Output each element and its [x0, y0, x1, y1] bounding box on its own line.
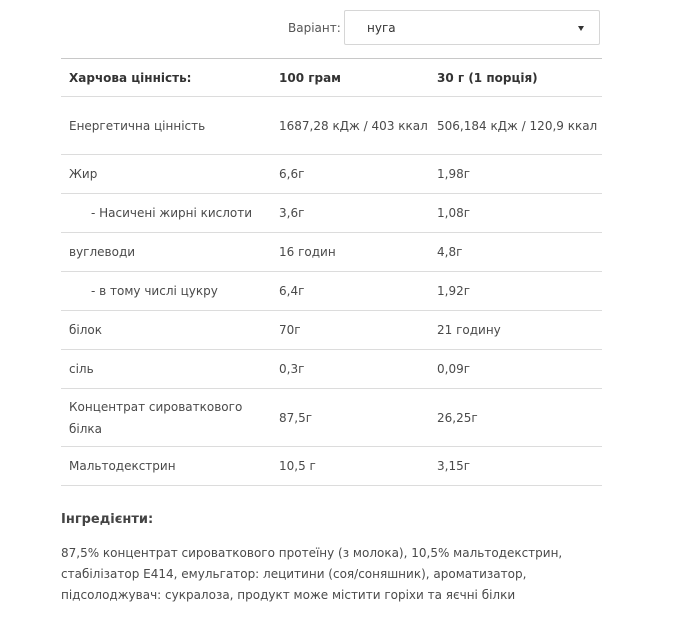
- variant-selector-row: [288, 9, 600, 46]
- row-per-serving: 1,98г: [429, 155, 602, 194]
- row-per-serving: 506,184 кДж / 120,9 ккал: [429, 97, 602, 155]
- row-name: сіль: [61, 350, 271, 389]
- header-nutrition: Харчова цінність:: [61, 59, 271, 97]
- table-row: [61, 311, 602, 350]
- table-header-row: [61, 59, 602, 97]
- row-per-100g: 3,6г: [271, 194, 429, 233]
- row-name: Концентрат сироваткового білка: [61, 389, 271, 447]
- row-per-serving: 4,8г: [429, 233, 602, 272]
- row-name: Енергетична цінність: [61, 97, 271, 155]
- row-per-100g: 87,5г: [271, 389, 429, 447]
- table-row: [61, 272, 602, 311]
- table-row: [61, 194, 602, 233]
- row-per-100g: 10,5 г: [271, 447, 429, 486]
- header-per-100g: 100 грам: [271, 59, 429, 97]
- row-name: білок: [61, 311, 271, 350]
- row-name: вуглеводи: [61, 233, 271, 272]
- row-per-serving: 3,15г: [429, 447, 602, 486]
- row-per-100g: 6,4г: [271, 272, 429, 311]
- row-per-serving: 1,08г: [429, 194, 602, 233]
- table-row: [61, 447, 602, 486]
- variant-selected-value: нуга: [367, 20, 396, 35]
- row-name: - Насичені жирні кислоти: [61, 194, 271, 233]
- row-name: Мальтодекстрин: [61, 447, 271, 486]
- row-per-100g: 1687,28 кДж / 403 ккал: [271, 97, 429, 155]
- row-per-100g: 0,3г: [271, 350, 429, 389]
- table-row: [61, 350, 602, 389]
- row-per-100g: 6,6г: [271, 155, 429, 194]
- row-per-serving: 0,09г: [429, 350, 602, 389]
- variant-select[interactable]: [344, 10, 600, 45]
- table-row: [61, 155, 602, 194]
- variant-label: Варіант:: [288, 20, 341, 35]
- row-per-100g: 70г: [271, 311, 429, 350]
- row-per-serving: 1,92г: [429, 272, 602, 311]
- nutrition-table: [61, 59, 602, 486]
- row-name: - в тому числі цукру: [61, 272, 271, 311]
- row-per-serving: 21 годину: [429, 311, 602, 350]
- row-per-serving: 26,25г: [429, 389, 602, 447]
- header-per-serving: 30 г (1 порція): [429, 59, 602, 97]
- table-row: [61, 97, 602, 155]
- ingredients-text: 87,5% концентрат сироваткового протеїну (з молока), 10,5% мальтодекстрин, стабілізатор Е414, емульгатор: лецитини (соя/соняшник), ароматизатор, підсолоджувач: сукралоза, продукт може містити горіхи та яєчні білки: [61, 546, 563, 602]
- table-row: [61, 233, 602, 272]
- ingredients-title: Інгредієнти:: [61, 512, 154, 527]
- ingredients-section: [61, 512, 581, 606]
- table-row: [61, 389, 602, 447]
- row-name: Жир: [61, 155, 271, 194]
- row-per-100g: 16 годин: [271, 233, 429, 272]
- chevron-down-icon: [578, 26, 584, 31]
